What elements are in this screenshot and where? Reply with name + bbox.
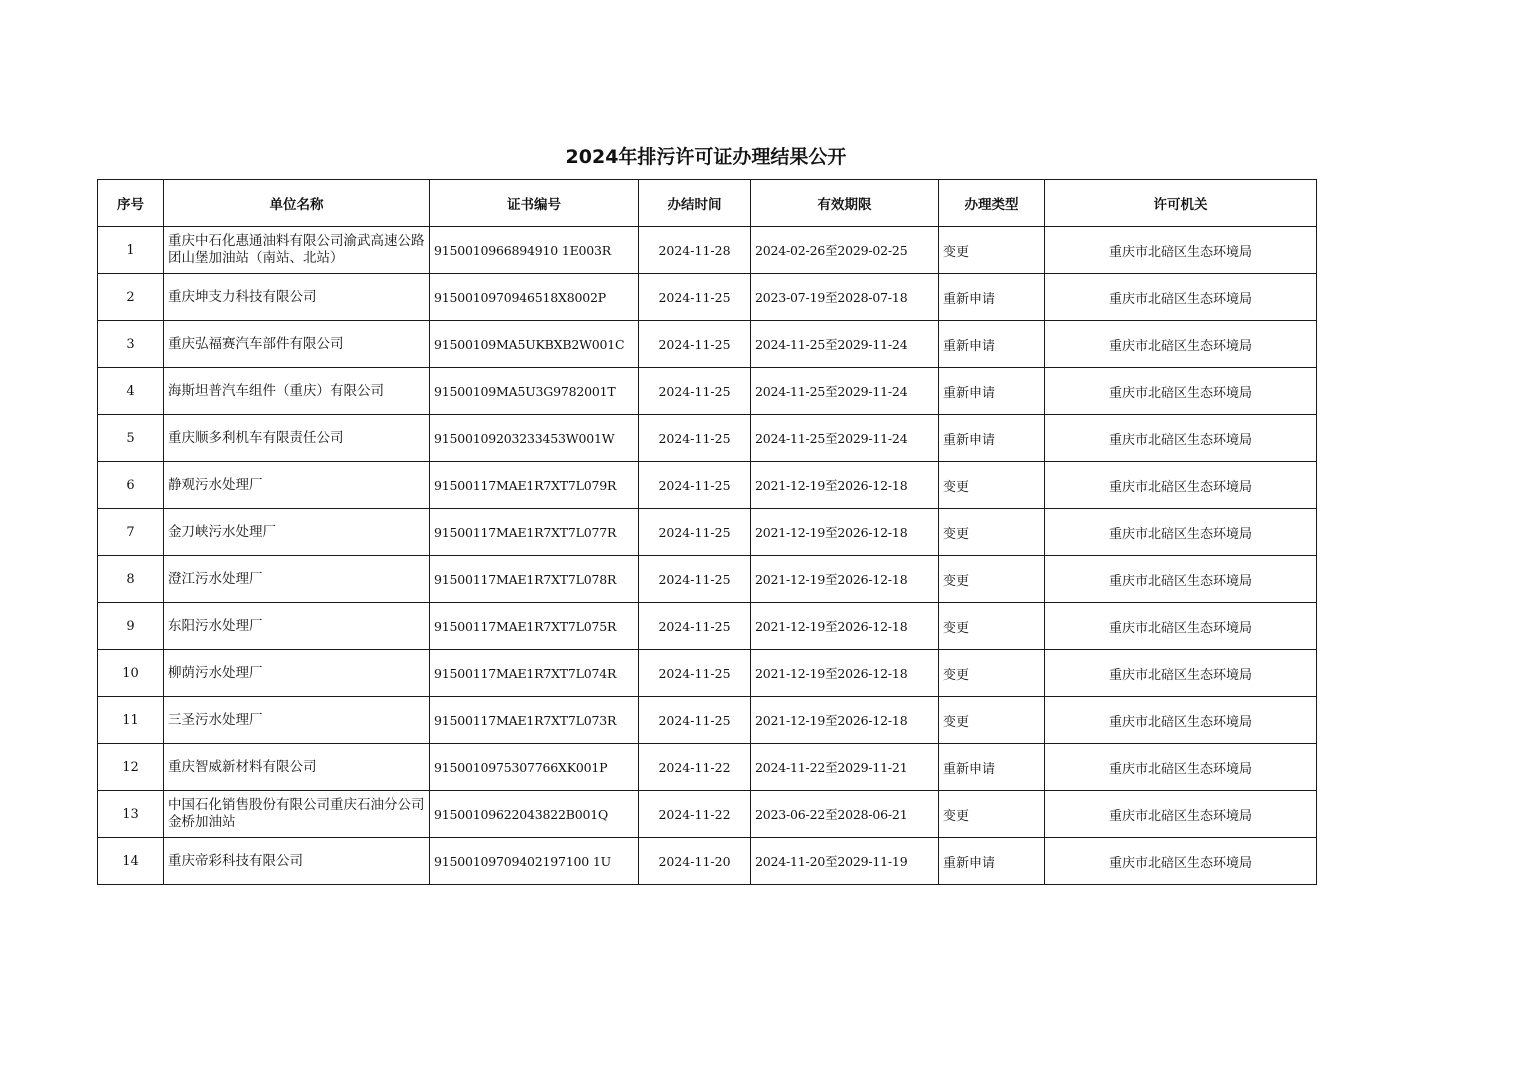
- cell-validity: 2024-11-22至2029-11-21: [751, 744, 939, 791]
- table-row: [98, 227, 1317, 274]
- cell-index: 11: [98, 697, 164, 744]
- cell-unit-name: 重庆顺多利机车有限责任公司: [164, 415, 430, 462]
- table-row: [98, 415, 1317, 462]
- cell-type: 重新申请: [939, 321, 1045, 368]
- cell-type: 重新申请: [939, 744, 1045, 791]
- cell-type: 变更: [939, 462, 1045, 509]
- cell-cert-no: 91500117MAE1R7XT7L079R: [430, 462, 639, 509]
- cell-done-date: 2024-11-25: [639, 415, 751, 462]
- cell-authority: 重庆市北碚区生态环境局: [1045, 227, 1317, 274]
- cell-type: 变更: [939, 697, 1045, 744]
- cell-authority: 重庆市北碚区生态环境局: [1045, 603, 1317, 650]
- cell-unit-name: 重庆帝彩科技有限公司: [164, 838, 430, 885]
- cell-authority: 重庆市北碚区生态环境局: [1045, 368, 1317, 415]
- cell-unit-name: 东阳污水处理厂: [164, 603, 430, 650]
- cell-authority: 重庆市北碚区生态环境局: [1045, 509, 1317, 556]
- table-row: [98, 321, 1317, 368]
- cell-type: 变更: [939, 227, 1045, 274]
- header-authority: 许可机关: [1045, 180, 1317, 227]
- cell-index: 4: [98, 368, 164, 415]
- cell-unit-name: 三圣污水处理厂: [164, 697, 430, 744]
- cell-validity: 2024-11-25至2029-11-24: [751, 415, 939, 462]
- cell-index: 1: [98, 227, 164, 274]
- cell-index: 6: [98, 462, 164, 509]
- table-row: [98, 462, 1317, 509]
- table-row: [98, 650, 1317, 697]
- cell-validity: 2023-07-19至2028-07-18: [751, 274, 939, 321]
- cell-done-date: 2024-11-25: [639, 556, 751, 603]
- cell-authority: 重庆市北碚区生态环境局: [1045, 697, 1317, 744]
- cell-done-date: 2024-11-22: [639, 744, 751, 791]
- cell-authority: 重庆市北碚区生态环境局: [1045, 744, 1317, 791]
- page-title: 2024年排污许可证办理结果公开: [565, 146, 847, 168]
- cell-validity: 2023-06-22至2028-06-21: [751, 791, 939, 838]
- cell-cert-no: 9150010975307766XK001P: [430, 744, 639, 791]
- cell-index: 12: [98, 744, 164, 791]
- table-row: [98, 791, 1317, 838]
- cell-authority: 重庆市北碚区生态环境局: [1045, 556, 1317, 603]
- cell-validity: 2021-12-19至2026-12-18: [751, 509, 939, 556]
- cell-done-date: 2024-11-22: [639, 791, 751, 838]
- cell-type: 重新申请: [939, 274, 1045, 321]
- cell-cert-no: 91500109MA5UKBXB2W001C: [430, 321, 639, 368]
- cell-validity: 2021-12-19至2026-12-18: [751, 603, 939, 650]
- cell-unit-name: 中国石化销售股份有限公司重庆石油分公司金桥加油站: [164, 791, 430, 838]
- cell-cert-no: 91500117MAE1R7XT7L073R: [430, 697, 639, 744]
- cell-done-date: 2024-11-20: [639, 838, 751, 885]
- cell-type: 重新申请: [939, 415, 1045, 462]
- cell-unit-name: 重庆中石化惠通油料有限公司渝武高速公路团山堡加油站（南站、北站）: [164, 227, 430, 274]
- cell-done-date: 2024-11-25: [639, 650, 751, 697]
- cell-index: 7: [98, 509, 164, 556]
- cell-type: 变更: [939, 650, 1045, 697]
- cell-validity: 2024-02-26至2029-02-25: [751, 227, 939, 274]
- cell-cert-no: 91500109MA5U3G9782001T: [430, 368, 639, 415]
- cell-type: 变更: [939, 509, 1045, 556]
- cell-type: 重新申请: [939, 368, 1045, 415]
- table-header-row: [98, 180, 1317, 227]
- cell-type: 变更: [939, 791, 1045, 838]
- header-validity: 有效期限: [751, 180, 939, 227]
- table-row: [98, 744, 1317, 791]
- cell-index: 2: [98, 274, 164, 321]
- cell-validity: 2021-12-19至2026-12-18: [751, 650, 939, 697]
- cell-index: 10: [98, 650, 164, 697]
- cell-index: 5: [98, 415, 164, 462]
- cell-cert-no: 91500109709402197100 1U: [430, 838, 639, 885]
- cell-unit-name: 柳荫污水处理厂: [164, 650, 430, 697]
- cell-done-date: 2024-11-25: [639, 509, 751, 556]
- table-row: [98, 509, 1317, 556]
- cell-done-date: 2024-11-25: [639, 462, 751, 509]
- cell-validity: 2024-11-25至2029-11-24: [751, 368, 939, 415]
- cell-cert-no: 91500117MAE1R7XT7L078R: [430, 556, 639, 603]
- cell-index: 8: [98, 556, 164, 603]
- cell-cert-no: 91500109203233453W001W: [430, 415, 639, 462]
- cell-done-date: 2024-11-25: [639, 321, 751, 368]
- cell-index: 14: [98, 838, 164, 885]
- cell-unit-name: 重庆弘福赛汽车部件有限公司: [164, 321, 430, 368]
- header-done-date: 办结时间: [639, 180, 751, 227]
- cell-authority: 重庆市北碚区生态环境局: [1045, 274, 1317, 321]
- cell-unit-name: 重庆坤支力科技有限公司: [164, 274, 430, 321]
- table-row: [98, 368, 1317, 415]
- cell-authority: 重庆市北碚区生态环境局: [1045, 791, 1317, 838]
- cell-authority: 重庆市北碚区生态环境局: [1045, 650, 1317, 697]
- cell-index: 13: [98, 791, 164, 838]
- cell-unit-name: 澄江污水处理厂: [164, 556, 430, 603]
- cell-cert-no: 91500109622043822B001Q: [430, 791, 639, 838]
- cell-cert-no: 91500117MAE1R7XT7L074R: [430, 650, 639, 697]
- cell-done-date: 2024-11-25: [639, 603, 751, 650]
- cell-done-date: 2024-11-25: [639, 697, 751, 744]
- table-row: [98, 603, 1317, 650]
- cell-cert-no: 9150010966894910 1E003R: [430, 227, 639, 274]
- table-row: [98, 274, 1317, 321]
- cell-validity: 2024-11-25至2029-11-24: [751, 321, 939, 368]
- header-type: 办理类型: [939, 180, 1045, 227]
- cell-done-date: 2024-11-25: [639, 368, 751, 415]
- cell-index: 9: [98, 603, 164, 650]
- cell-unit-name: 海斯坦普汽车组件（重庆）有限公司: [164, 368, 430, 415]
- cell-unit-name: 金刀峡污水处理厂: [164, 509, 430, 556]
- cell-unit-name: 重庆智威新材料有限公司: [164, 744, 430, 791]
- cell-type: 变更: [939, 556, 1045, 603]
- header-index: 序号: [98, 180, 164, 227]
- header-cert-no: 证书编号: [430, 180, 639, 227]
- cell-authority: 重庆市北碚区生态环境局: [1045, 462, 1317, 509]
- cell-cert-no: 9150010970946518X8002P: [430, 274, 639, 321]
- cell-type: 重新申请: [939, 838, 1045, 885]
- cell-validity: 2021-12-19至2026-12-18: [751, 462, 939, 509]
- cell-validity: 2021-12-19至2026-12-18: [751, 697, 939, 744]
- cell-validity: 2024-11-20至2029-11-19: [751, 838, 939, 885]
- table-row: [98, 838, 1317, 885]
- cell-authority: 重庆市北碚区生态环境局: [1045, 415, 1317, 462]
- permit-results-table: [97, 179, 1317, 885]
- cell-done-date: 2024-11-25: [639, 274, 751, 321]
- header-unit-name: 单位名称: [164, 180, 430, 227]
- cell-cert-no: 91500117MAE1R7XT7L075R: [430, 603, 639, 650]
- cell-index: 3: [98, 321, 164, 368]
- cell-cert-no: 91500117MAE1R7XT7L077R: [430, 509, 639, 556]
- cell-authority: 重庆市北碚区生态环境局: [1045, 321, 1317, 368]
- cell-done-date: 2024-11-28: [639, 227, 751, 274]
- cell-unit-name: 静观污水处理厂: [164, 462, 430, 509]
- table-row: [98, 697, 1317, 744]
- table-row: [98, 556, 1317, 603]
- cell-validity: 2021-12-19至2026-12-18: [751, 556, 939, 603]
- cell-type: 变更: [939, 603, 1045, 650]
- cell-authority: 重庆市北碚区生态环境局: [1045, 838, 1317, 885]
